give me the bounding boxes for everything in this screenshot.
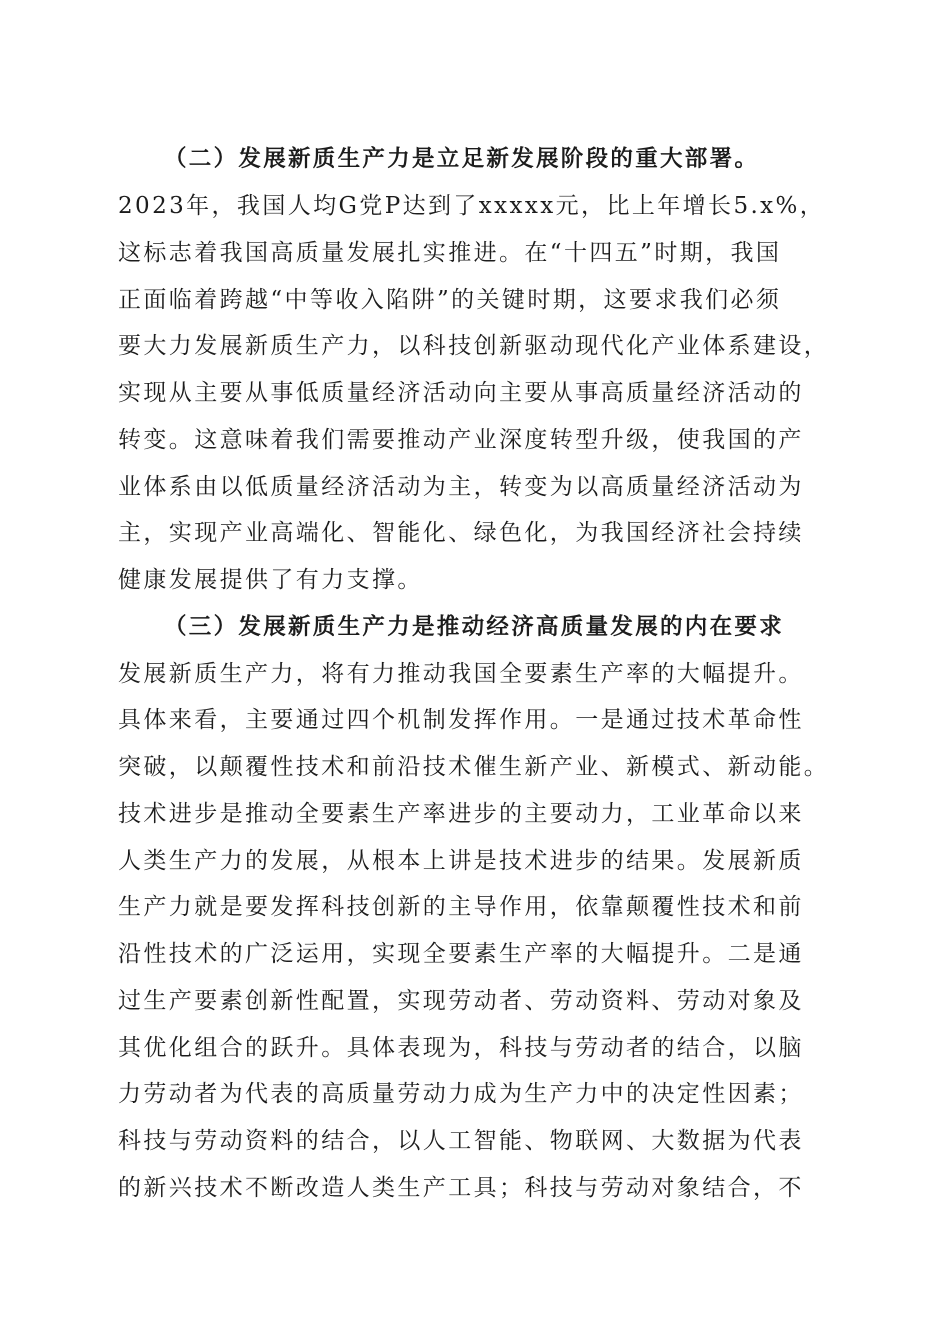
paragraph-line: 过生产要素创新性配置，实现劳动者、劳动资料、劳动对象及 [118, 988, 804, 1014]
paragraph-line: 这标志着我国高质量发展扎实推进。在“十四五”时期，我国 [118, 240, 782, 266]
paragraph-line: 转变。这意味着我们需要推动产业深度转型升级，使我国的产 [118, 427, 804, 453]
paragraph-line: 正面临着跨越“中等收入陷阱”的关键时期，这要求我们必须 [118, 287, 782, 313]
paragraph-line: 发展新质生产力，将有力推动我国全要素生产率的大幅提升。 [118, 661, 804, 687]
paragraph-line: 主，实现产业高端化、智能化、绿色化，为我国经济社会持续 [118, 520, 804, 546]
paragraph-line: 要大力发展新质生产力，以科技创新驱动现代化产业体系建设， [118, 333, 830, 359]
section-2-heading: （二）发展新质生产力是立足新发展阶段的重大部署。 [164, 146, 760, 172]
paragraph-line: 科技与劳动资料的结合，以人工智能、物联网、大数据为代表 [118, 1128, 804, 1154]
paragraph-line: 的新兴技术不断改造人类生产工具；科技与劳动对象结合，不 [118, 1175, 804, 1201]
paragraph-line: 人类生产力的发展，从根本上讲是技术进步的结果。发展新质 [118, 848, 804, 874]
paragraph-line: 业体系由以低质量经济活动为主，转变为以高质量经济活动为 [118, 474, 804, 500]
paragraph-line: 健康发展提供了有力支撑。 [118, 567, 423, 593]
section-3-heading: （三）发展新质生产力是推动经济高质量发展的内在要求 [164, 614, 785, 640]
paragraph-line: 具体来看，主要通过四个机制发挥作用。一是通过技术革命性 [118, 707, 804, 733]
paragraph-line: 突破，以颠覆性技术和前沿技术催生新产业、新模式、新动能。 [118, 754, 830, 780]
paragraph-line: 2023年，我国人均G党P达到了xxxxx元，比上年增长5.x%， [118, 193, 826, 219]
paragraph-line: 实现从主要从事低质量经济活动向主要从事高质量经济活动的 [118, 380, 804, 406]
paragraph-line: 其优化组合的跃升。具体表现为，科技与劳动者的结合，以脑 [118, 1035, 804, 1061]
paragraph-line: 技术进步是推动全要素生产率进步的主要动力，工业革命以来 [118, 801, 804, 827]
paragraph-line: 力劳动者为代表的高质量劳动力成为生产力中的决定性因素； [118, 1081, 804, 1107]
paragraph-line: 沿性技术的广泛运用，实现全要素生产率的大幅提升。二是通 [118, 941, 804, 967]
paragraph-line: 生产力就是要发挥科技创新的主导作用，依靠颠覆性技术和前 [118, 894, 804, 920]
